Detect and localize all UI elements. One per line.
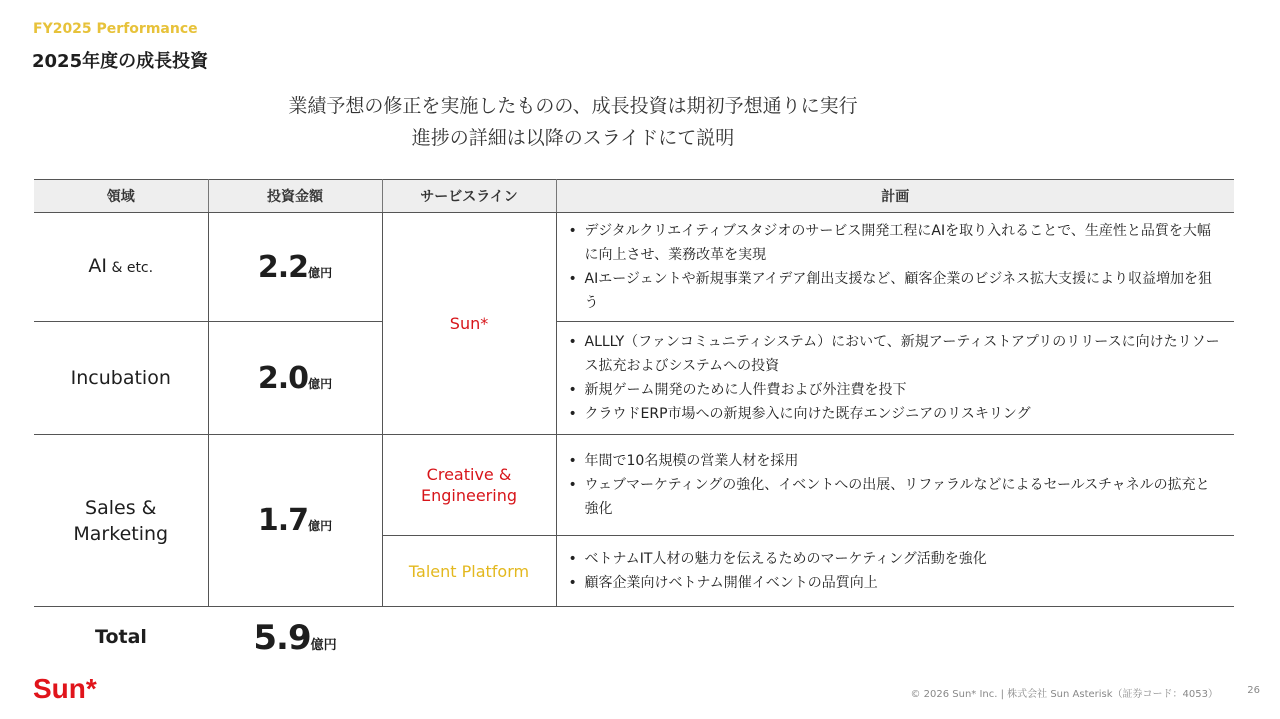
amount-value: 1.7 (257, 503, 309, 538)
plan-list (557, 219, 1235, 315)
page-number: 26 (1247, 685, 1260, 696)
total-unit: 億円 (310, 638, 337, 653)
area-cell-incubation (34, 322, 208, 435)
header-area: 領域 (34, 180, 208, 213)
table-row (34, 322, 1234, 435)
header-amount: 投資金額 (208, 180, 382, 213)
list-item: • ベトナムIT人材の魅力を伝えるためのマーケティング活動を強化 (565, 547, 1223, 571)
list-item: • デジタルクリエイティブスタジオのサービス開発工程にAIを取り入れることで、生産性と品質を大幅に向上させ、業務改革を実現 (565, 219, 1223, 267)
slide-subtitle (0, 90, 1146, 154)
list-item: • 顧客企業向けベトナム開催イベントの品質向上 (565, 571, 1223, 595)
service-label-creative-2: Engineering (421, 486, 517, 505)
service-cell-creative (382, 435, 556, 536)
total-amount (208, 618, 382, 658)
list-item: • クラウドERP市場への新規参入に向けた既存エンジニアのリスキリング (565, 402, 1223, 426)
amount-unit: 億円 (308, 265, 333, 280)
service-label-talent: Talent Platform (408, 561, 530, 581)
subtitle-line-1: 業績予想の修正を実施したものの、成長投資は期初予想通りに実行 (288, 95, 858, 117)
plan-list (557, 330, 1235, 426)
service-label-creative-1: Creative & (426, 465, 512, 484)
plan-cell-talent (556, 536, 1234, 607)
slide-title: 2025年度の成長投資 (32, 51, 209, 72)
area-cell-ai (34, 213, 208, 322)
table-header-row (34, 180, 1234, 213)
eyebrow-label: FY2025 Performance (33, 21, 198, 37)
plan-cell-incubation (556, 322, 1234, 435)
area-label-small: & etc. (107, 260, 154, 276)
total-label: Total (95, 626, 147, 648)
list-item: • 新規ゲーム開発のために人件費および外注費を投下 (565, 378, 1223, 402)
amount-cell-ai (208, 213, 382, 322)
amount-value: 2.0 (257, 360, 309, 396)
investment-table (34, 179, 1234, 607)
service-cell-sun (382, 213, 556, 435)
area-label: Incubation (70, 367, 171, 389)
table-row (34, 213, 1234, 322)
area-label: AI (88, 255, 108, 277)
list-item: • AIエージェントや新規事業アイデア創出支援など、顧客企業のビジネス拡大支援により収益増加を狙う (565, 267, 1223, 315)
header-service-line: サービスライン (382, 180, 556, 213)
subtitle-line-2: 進捗の詳細は以降のスライドにて説明 (411, 127, 735, 149)
list-item: • ウェブマーケティングの強化、イベントへの出展、リファラルなどによるセールスチャネルの拡充と強化 (565, 473, 1223, 521)
amount-value: 2.2 (257, 249, 309, 285)
plan-cell-creative (556, 435, 1234, 536)
amount-unit: 億円 (308, 519, 333, 533)
plan-list (557, 547, 1235, 595)
plan-cell-ai (556, 213, 1234, 322)
service-cell-talent (382, 536, 556, 607)
area-cell-sales (34, 435, 208, 607)
footer-copyright: © 2026 Sun* Inc. | 株式会社 Sun Asterisk（証券コード：4053） (910, 689, 1218, 700)
area-label-second: Marketing (73, 522, 169, 545)
amount-cell-sales (208, 435, 382, 607)
list-item: • ALLLY（ファンコミュニティシステム）において、新規アーティストアプリのリリースに向けたリソース拡充およびシステムへの投資 (565, 330, 1223, 378)
amount-unit: 億円 (308, 376, 333, 391)
list-item: • 年間で10名規模の営業人材を採用 (565, 449, 1223, 473)
sun-logo: Sun* (33, 673, 97, 704)
plan-list (557, 449, 1235, 521)
service-label-sun: Sun* (449, 314, 489, 333)
total-value: 5.9 (253, 618, 311, 658)
table-row (34, 435, 1234, 536)
area-label: Sales & (85, 496, 157, 519)
amount-cell-incubation (208, 322, 382, 435)
header-plan: 計画 (556, 180, 1234, 213)
